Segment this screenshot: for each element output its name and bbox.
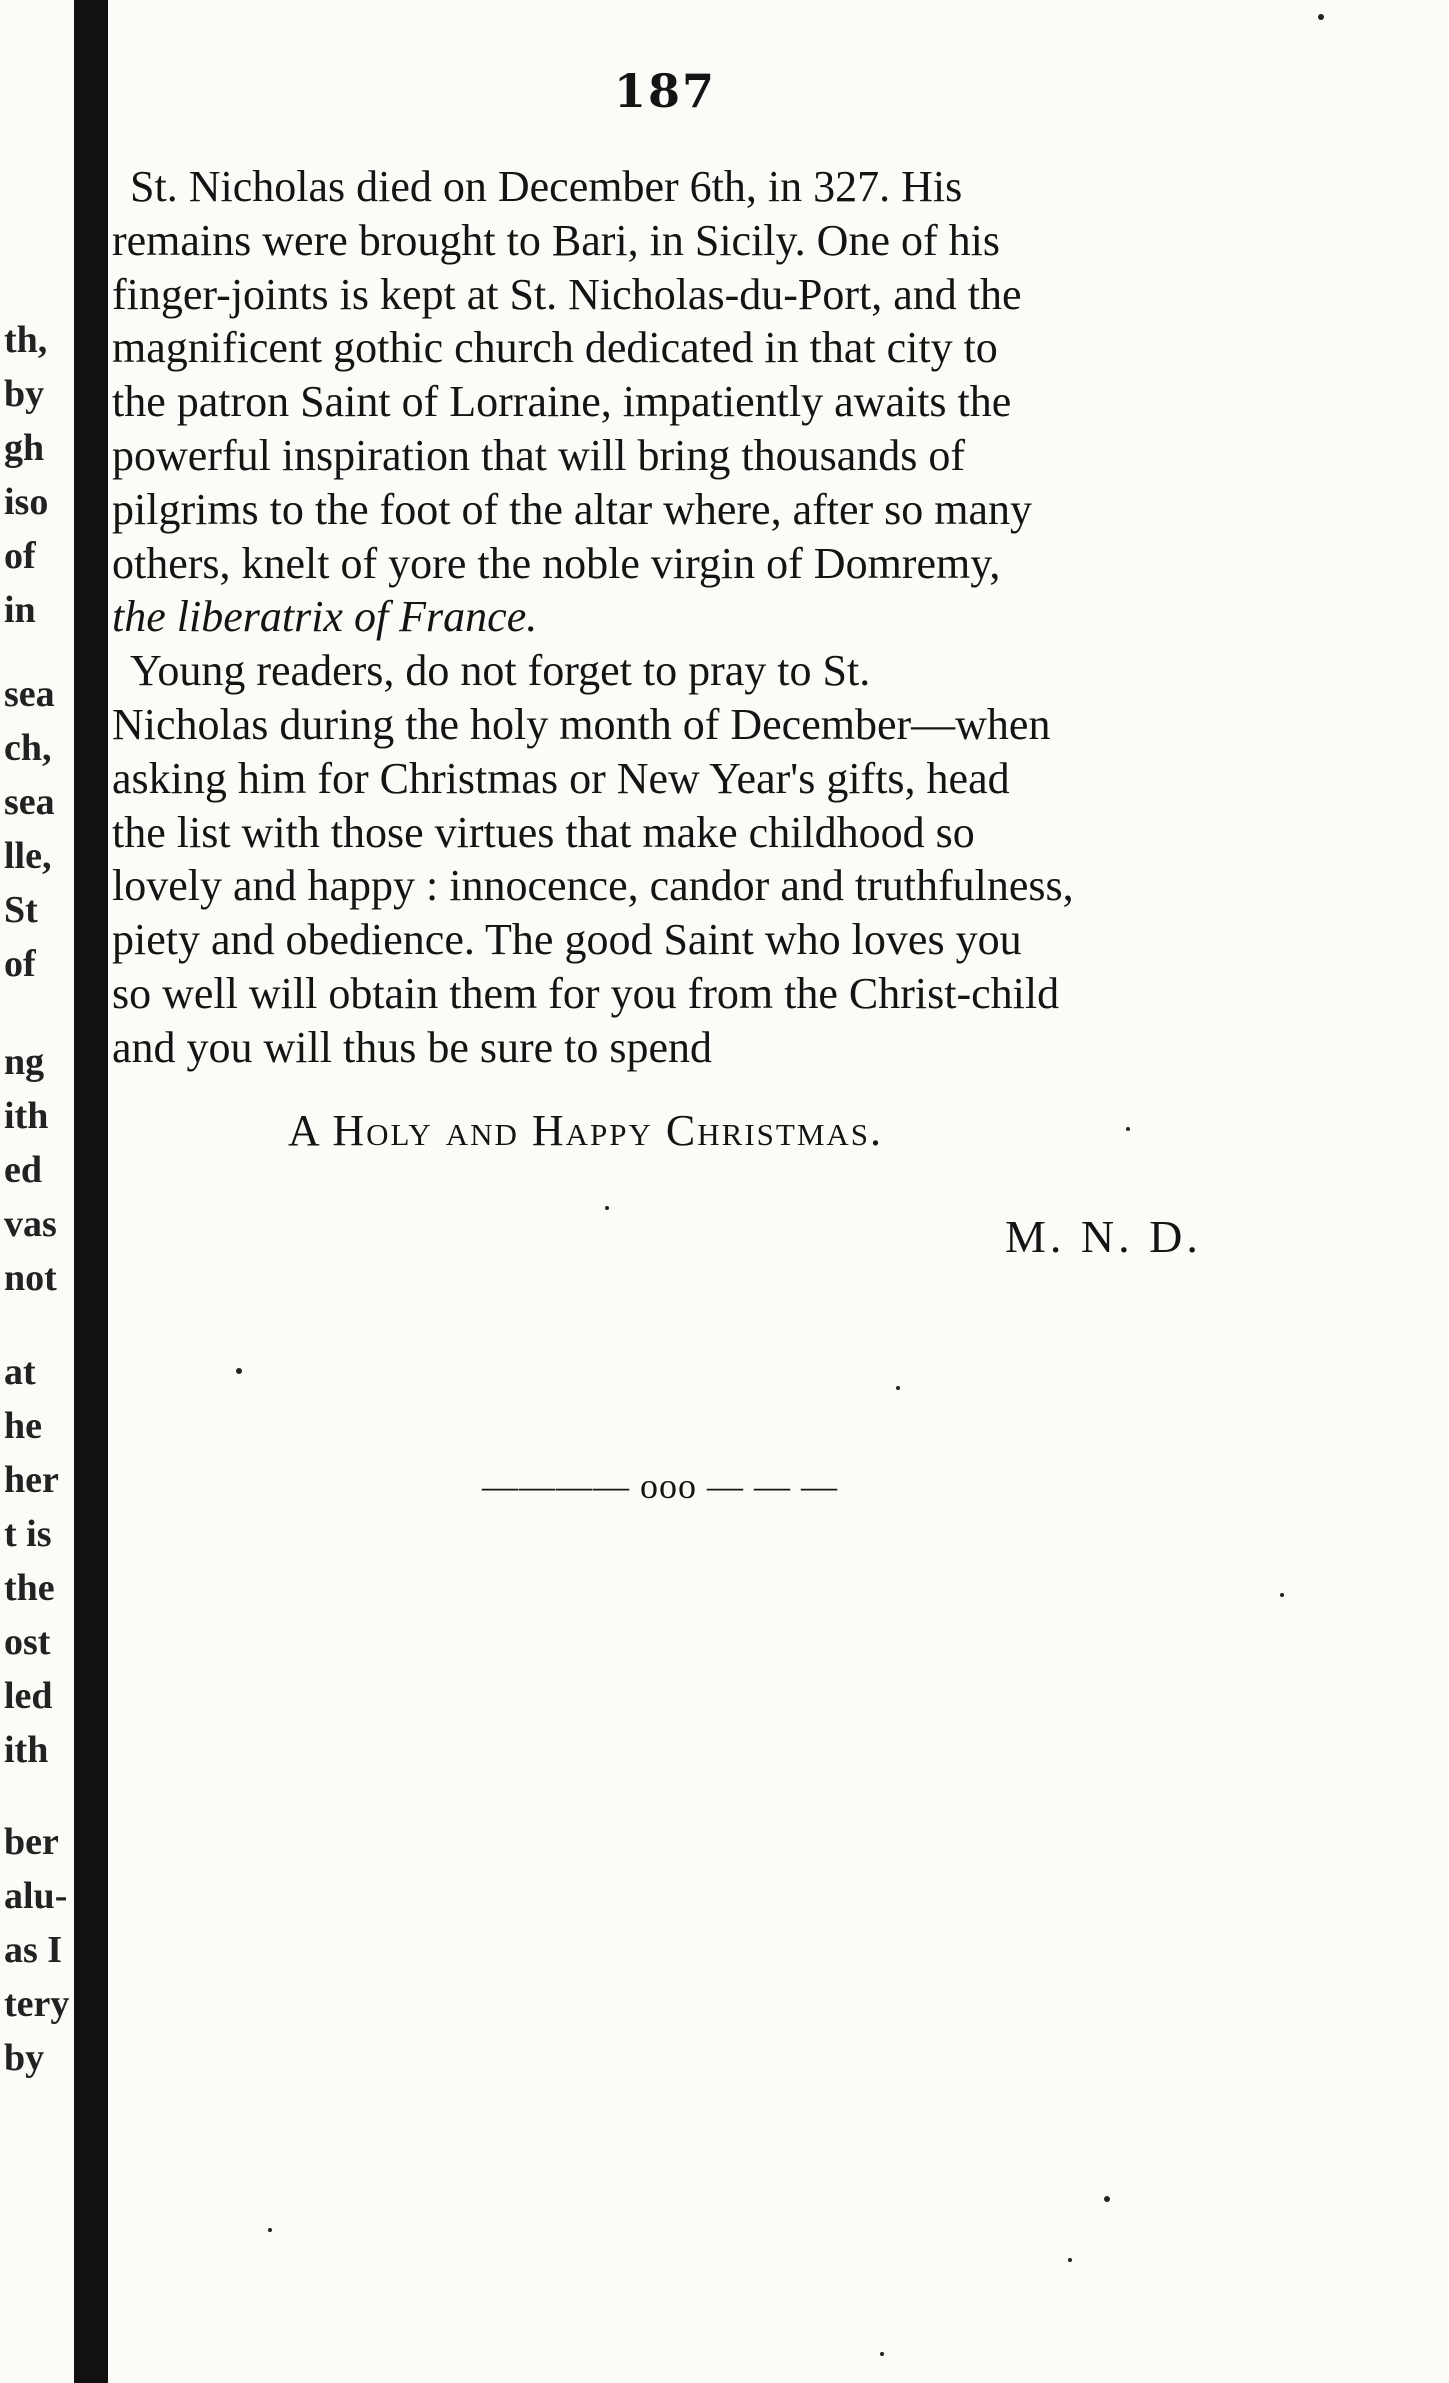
text-line: the patron Saint of Lorraine, impatiently awaits the	[112, 377, 1012, 427]
text-line: the list with those virtues that make childhood so	[112, 807, 975, 857]
signature-initials: M. N. D.	[1005, 1211, 1202, 1262]
print-speck	[1318, 14, 1324, 20]
text-line: Nicholas during the holy month of December—when	[112, 699, 1051, 749]
fragment: ch,	[4, 727, 52, 769]
text-line: lovely and happy : innocence, candor and truthfulness,	[112, 861, 1074, 911]
text-line: finger-joints is kept at St. Nicholas-du-Port, and the	[112, 269, 1022, 319]
fragment: sea	[4, 673, 55, 715]
fragment: vas	[4, 1203, 57, 1245]
fragment: not	[4, 1257, 57, 1299]
text-line: others, knelt of yore the noble virgin of Domremy,	[112, 538, 1001, 588]
fragment: at	[4, 1351, 36, 1393]
print-speck	[1104, 2196, 1110, 2202]
print-speck	[268, 2228, 272, 2232]
text-line: powerful inspiration that will bring thousands of	[112, 430, 965, 480]
fragment: in	[4, 589, 36, 631]
section-ornament: ———— ooo — — —	[482, 1466, 838, 1506]
print-speck	[1126, 1127, 1130, 1131]
print-speck	[1068, 2258, 1072, 2262]
fragment: he	[4, 1405, 42, 1447]
fragment: by	[4, 373, 45, 415]
fragment: ed	[4, 1149, 42, 1191]
fragment: of	[4, 535, 36, 577]
fragment: alu-	[4, 1875, 68, 1917]
fragment: led	[4, 1675, 53, 1717]
fragment: lle,	[4, 835, 52, 877]
fragment: the	[4, 1567, 55, 1609]
fragment: iso	[4, 481, 49, 523]
page-number: 187	[613, 64, 717, 118]
fragment: ng	[4, 1041, 45, 1083]
print-speck	[236, 1368, 242, 1374]
adjacent-page-fragments	[0, 0, 72, 2383]
fragment: St	[4, 889, 38, 931]
fragment: by	[4, 2037, 45, 2079]
text-line: pilgrims to the foot of the altar where, after so many	[112, 484, 1033, 534]
fragment: sea	[4, 781, 55, 823]
text-line: remains were brought to Bari, in Sicily. One of his	[112, 215, 1000, 265]
fragment: of	[4, 943, 36, 985]
fragment: ith	[4, 1729, 49, 1771]
text-line: asking him for Christmas or New Year's gifts, head	[112, 753, 1010, 803]
print-speck	[880, 2352, 884, 2356]
text-line: piety and obedience. The good Saint who loves you	[112, 915, 1022, 965]
text-line: the liberatrix of France.	[112, 592, 538, 642]
text-line: magnificent gothic church dedicated in that city to	[112, 323, 998, 373]
fragment: th,	[4, 319, 48, 361]
print-speck	[896, 1386, 900, 1390]
closing-greeting: A Holy and Happy Christmas.	[288, 1106, 884, 1155]
text-line: Young readers, do not forget to pray to St.	[130, 646, 871, 696]
body-text	[112, 160, 1262, 1075]
text-line: and you will thus be sure to spend	[112, 1022, 713, 1072]
fragment: ith	[4, 1095, 49, 1137]
fragment: tery	[4, 1983, 70, 2025]
text-line: St. Nicholas died on December 6th, in 327. His	[130, 162, 963, 211]
fragment: gh	[4, 427, 45, 469]
binding-gutter	[74, 0, 108, 2383]
fragment: her	[4, 1459, 59, 1501]
print-speck	[605, 1206, 609, 1210]
fragment: as I	[4, 1929, 63, 1971]
fragment: ost	[4, 1621, 51, 1663]
fragment: ber	[4, 1821, 59, 1863]
fragment: t is	[4, 1513, 52, 1555]
print-speck	[1280, 1593, 1284, 1597]
text-line: so well will obtain them for you from the Christ-child	[112, 968, 1060, 1018]
